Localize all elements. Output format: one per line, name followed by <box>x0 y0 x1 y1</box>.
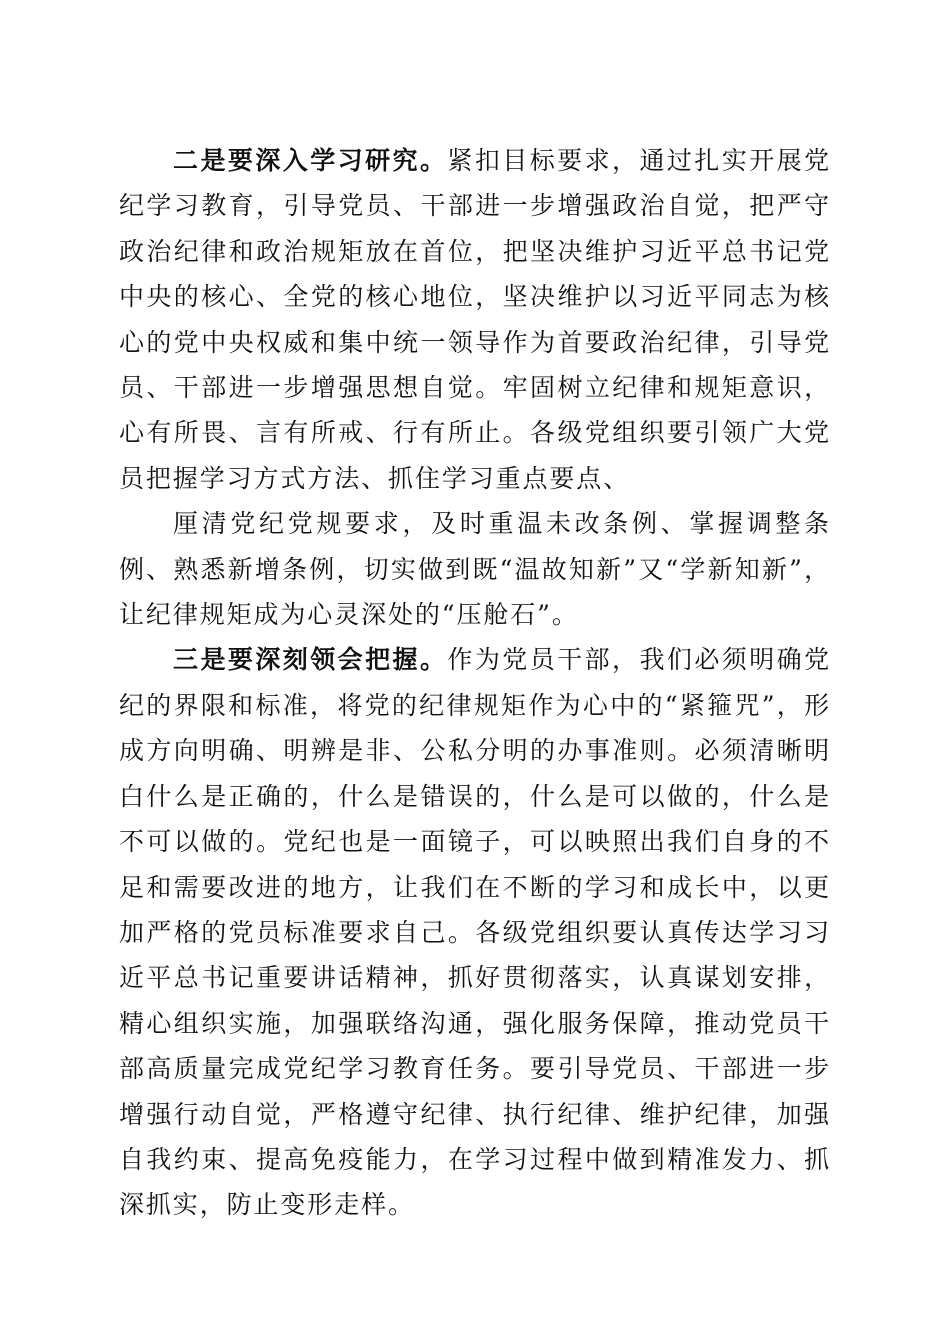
paragraph-deep-understanding <box>119 637 831 1227</box>
paragraph-deep-study <box>119 138 831 501</box>
document-body <box>119 138 831 1228</box>
paragraph-lead: 三是要深刻领会把握。 <box>173 645 448 675</box>
paragraph-lead: 二是要深入学习研究。 <box>173 146 448 175</box>
paragraph-text: 作为党员干部，我们必须明确党纪的界限和标准，将党的纪律规矩作为心中的“紧箍咒”，形成方向明确、明辨是非、公私分明的办事准则。必须清晰明白什么是正确的，什么是错误的，什么是可以做的，什么是不可以做的。党纪也是一面镜子，可以映照出我们自身的不足和需要改进的地方，让我们在不断的学习和成长中，以更加严格的党员标准要求自己。各级党组织要认真传达学习习近平总书记重要讲话精神，抓好贯彻落实，认真谋划安排，精心组织实施，加强联络沟通，强化服务保障，推动党员干部高质量完成党纪学习教育任务。要引导党员、干部进一步增强行动自觉，严格遵守纪律、执行纪律、维护纪律，加强自我约束、提高免疫能力，在学习过程中做到精准发力、抓深抓实，防止变形走样。 <box>119 645 831 1220</box>
paragraph-text: 紧扣目标要求，通过扎实开展党纪学习教育，引导党员、干部进一步增强政治自觉，把严守政治纪律和政治规矩放在首位，把坚决维护习近平总书记党中央的核心、全党的核心地位，坚决维护以习近平同志为核心的党中央权威和集中统一领导作为首要政治纪律，引导党员、干部进一步增强思想自觉。牢固树立纪律和规矩意识，心有所畏、言有所戒、行有所止。各级党组织要引领广大党员把握学习方式方法、抓住学习重点要点、 <box>119 146 831 493</box>
paragraph-text: 厘清党纪党规要求，及时重温未改条例、掌握调整条例、熟悉新增条例，切实做到既“温故知新”又“学新知新”，让纪律规矩成为心灵深处的“压舱石”。 <box>119 509 831 630</box>
paragraph-clarify-rules <box>119 501 831 637</box>
